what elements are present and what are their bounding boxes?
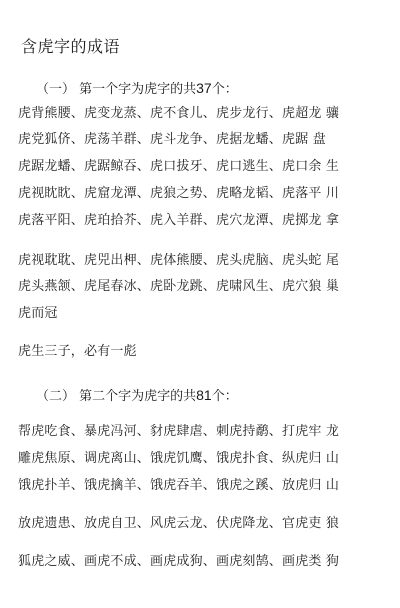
idiom-line: 虎党狐侪、虎荡羊群、虎斗龙争、虎据龙蟠、虎踞 盘 <box>18 132 326 147</box>
idiom-line: 虎视耽耽、虎兕出柙、虎体熊腰、虎头虎脑、虎头蛇 尾 <box>18 253 340 268</box>
idiom-line: 狐虎之威、画虎不成、画虎成狗、画虎刻鹄、画虎类 狗 <box>18 554 340 569</box>
section-heading-suffix: 个： <box>211 389 238 404</box>
idiom-line: 虎落平阳、虎珀拾芥、虎入羊群、虎穴龙潭、虎掷龙 拿 <box>18 213 340 228</box>
idiom-line: 放虎遗患、放虎自卫、风虎云龙、伏虎降龙、官虎吏 狼 <box>18 516 340 531</box>
section-heading-first-char <box>36 78 238 97</box>
page-title: 含虎字的成语 <box>21 37 121 56</box>
idiom-line: 虎而冠 <box>18 306 58 321</box>
idiom-line: 虎踞龙蟠、虎踞鲸吞、虎口拔牙、虎口逃生、虎口余 生 <box>18 159 340 174</box>
idiom-line: 帮虎吃食、暴虎冯河、豺虎肆虐、刺虎持鹬、打虎牢 龙 <box>18 424 340 439</box>
idiom-line: 虎视眈眈、虎窟龙潭、虎狼之势、虎略龙韬、虎落平 川 <box>18 186 340 201</box>
section-heading-prefix: （一） 第一个字为虎字的共 <box>36 82 197 97</box>
idiom-line: 饿虎扑羊、饿虎擒羊、饿虎吞羊、饿虎之蹊、放虎归 山 <box>18 478 340 493</box>
idiom-line: 虎背熊腰、虎变龙蒸、虎不食儿、虎步龙行、虎超龙 骧 <box>18 106 340 121</box>
section-heading-prefix: （二） 第二个字为虎字的共 <box>36 389 197 404</box>
idiom-line: 雕虎焦原、调虎离山、饿虎饥鹰、饿虎扑食、纵虎归 山 <box>18 451 340 466</box>
proverb-line: 虎生三子，必有一彪 <box>18 344 137 359</box>
idiom-line: 虎头燕颔、虎尾春冰、虎卧龙跳、虎啸风生、虎穴狼 巢 <box>18 279 340 294</box>
section-heading-suffix: 个： <box>211 82 238 97</box>
section-heading-count: 37 <box>196 80 212 96</box>
section-heading-count: 81 <box>196 387 212 403</box>
section-heading-second-char <box>36 385 238 404</box>
